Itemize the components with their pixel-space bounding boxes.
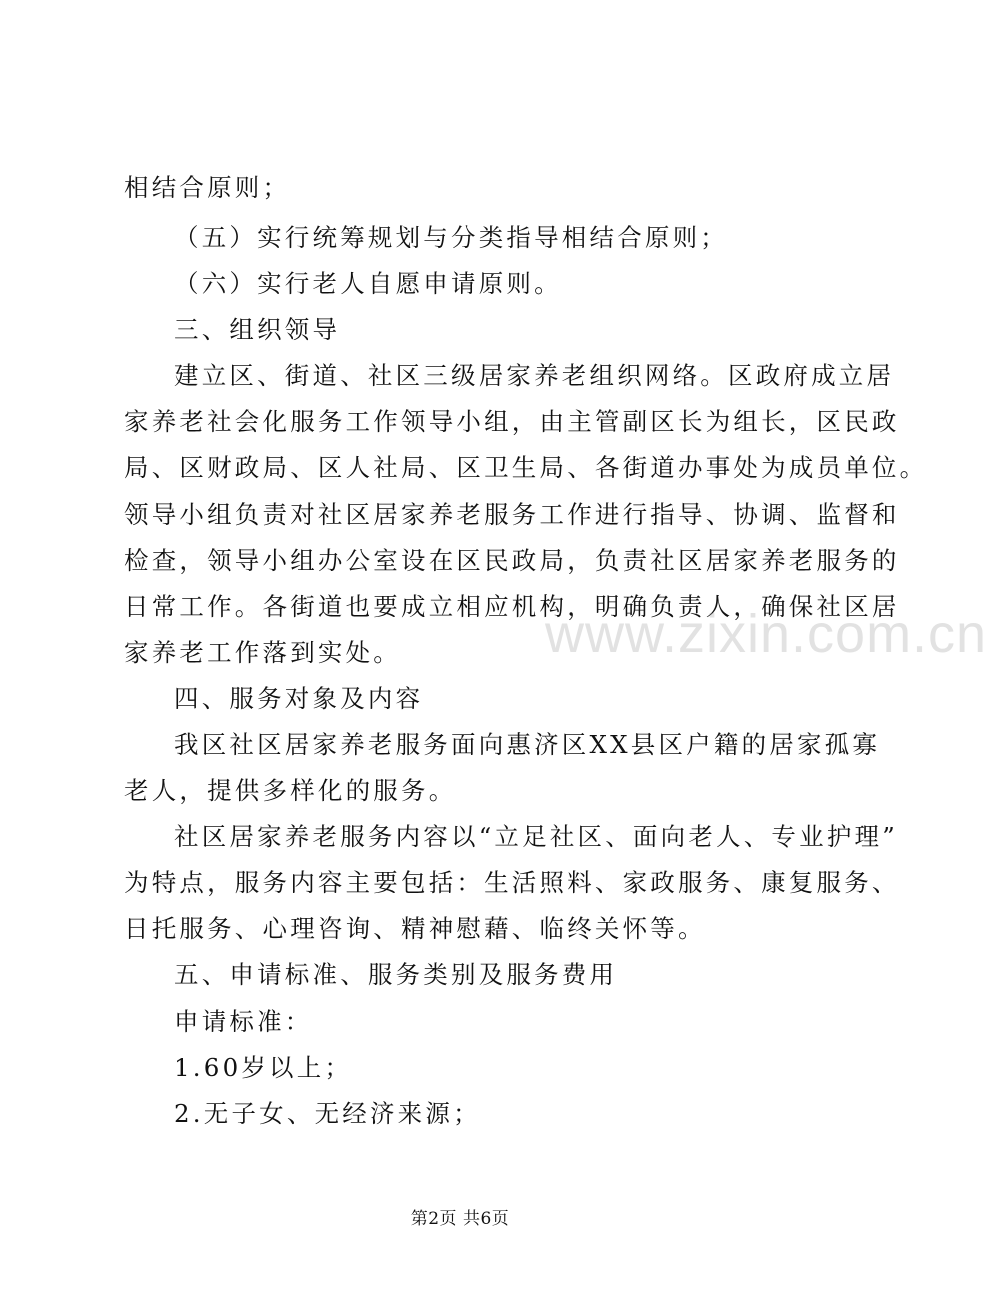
application-standard-label: 申请标准： [174, 1007, 313, 1036]
paragraph-line: 日常工作。各街道也要成立相应机构，明确负责人，确保社区居 [124, 592, 900, 621]
section-heading-organization: 三、组织领导 [174, 315, 341, 344]
paragraph-line: 局、区财政局、区人社局、区卫生局、各街道办事处为成员单位。 [124, 453, 928, 482]
section-heading-application: 五、申请标准、服务类别及服务费用 [174, 960, 618, 989]
paragraph-line: 相结合原则； [124, 173, 291, 202]
section-heading-service-targets: 四、服务对象及内容 [174, 684, 424, 713]
list-item: 1.60岁以上； [174, 1053, 353, 1082]
principle-five: （五）实行统筹规划与分类指导相结合原则； [174, 223, 728, 252]
paragraph-line: 检查，领导小组办公室设在区民政局，负责社区居家养老服务的 [124, 546, 900, 575]
principle-six: （六）实行老人自愿申请原则。 [174, 269, 562, 298]
paragraph-line: 建立区、街道、社区三级居家养老组织网络。区政府成立居 [174, 361, 895, 390]
paragraph-line: 日托服务、心理咨询、精神慰藉、临终关怀等。 [124, 914, 706, 943]
site-watermark: www.zixin.com.cn [545, 604, 987, 664]
paragraph-line: 老人，提供多样化的服务。 [124, 776, 457, 805]
paragraph-line: 为特点，服务内容主要包括：生活照料、家政服务、康复服务、 [124, 868, 900, 897]
page-footer: 第2页 共6页 [410, 1209, 510, 1229]
paragraph-line: 社区居家养老服务内容以“立足社区、面向老人、专业护理” [174, 822, 898, 851]
paragraph-line: 家养老社会化服务工作领导小组，由主管副区长为组长，区民政 [124, 407, 900, 436]
paragraph-line: 领导小组负责对社区居家养老服务工作进行指导、协调、监督和 [124, 500, 900, 529]
paragraph-line: 我区社区居家养老服务面向惠济区XX县区户籍的居家孤寡 [174, 730, 881, 759]
list-item: 2.无子女、无经济来源； [174, 1099, 481, 1128]
paragraph-line: 家养老工作落到实处。 [124, 638, 401, 667]
